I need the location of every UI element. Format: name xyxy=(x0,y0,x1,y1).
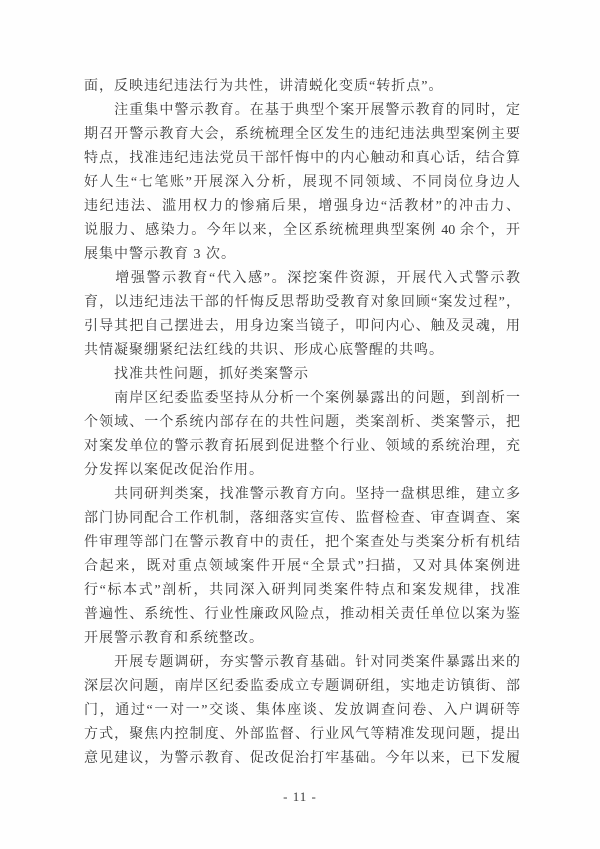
text-line: 说服力、感染力。今年以来，全区系统梳理典型案例 40 余个，开 xyxy=(84,223,520,238)
text-line: 引导其把自己摆进去，用身边案当镜子，叩问内心、触及灵魂，用 xyxy=(84,319,520,334)
text-line: 南岸区纪委监委坚持从分析一个案例暴露出的问题，到剖析一 xyxy=(84,391,520,406)
text-line: 个领域、一个系统内部存在的共性问题，类案剖析、类案警示，把 xyxy=(84,415,520,430)
text-line: 行“标本式”剖析，共同深入研判同类案件特点和案发规律，找准 xyxy=(84,583,520,598)
text-line: 注重集中警示教育。在基于典型个案开展警示教育的同时，定 xyxy=(84,103,520,118)
text-line: 增强警示教育“代入感”。深挖案件资源，开展代入式警示教 xyxy=(84,271,520,286)
text-line: 期召开警示教育大会，系统梳理全区发生的违纪违法典型案例主要 xyxy=(84,127,520,142)
text-line: 共同研判类案，找准警示教育方向。坚持一盘棋思维，建立多 xyxy=(84,487,520,502)
text-line: 意见建议，为警示教育、促改促治打牢基础。今年以来，已下发履 xyxy=(84,751,520,766)
text-line: 合起来，既对重点领域案件开展“全景式”扫描，又对具体案例进 xyxy=(84,559,520,574)
text-line: 面，反映违纪违法行为共性，讲清蜕化变质“转折点”。 xyxy=(84,79,444,94)
section-heading: 找准共性问题，抓好类案警示 xyxy=(84,367,309,382)
text-line: 件审理等部门在警示教育中的责任，把个案查处与类案分析有机结 xyxy=(84,535,520,550)
text-line: 对案发单位的警示教育拓展到促进整个行业、领域的系统治理，充 xyxy=(84,439,520,454)
text-line: 开展警示教育和系统整改。 xyxy=(84,631,264,646)
text-line: 开展专题调研，夯实警示教育基础。针对同类案件暴露出来的 xyxy=(84,655,520,670)
text-line: 特点，找准违纪违法党员干部忏悔中的内心触动和真心话，结合算 xyxy=(84,151,520,166)
text-line: 展集中警示教育 3 次。 xyxy=(84,247,236,262)
text-line: 深层次问题，南岸区纪委监委成立专题调研组，实地走访镇街、部 xyxy=(84,679,520,694)
text-line: 分发挥以案促改促治作用。 xyxy=(84,463,264,478)
page-number: - 11 - xyxy=(283,789,317,804)
text-line: 部门协同配合工作机制，落细落实宣传、监督检查、审查调查、案 xyxy=(84,511,520,526)
text-line: 共情凝聚绷紧纪法红线的共识、形成心底警醒的共鸣。 xyxy=(84,343,444,358)
text-line: 好人生“七笔账”开展深入分析，展现不同领域、不同岗位身边人 xyxy=(84,175,520,190)
text-line: 育，以违纪违法干部的忏悔反思帮助受教育对象回顾“案发过程”， xyxy=(84,295,520,310)
text-line: 门，通过“一对一”交谈、集体座谈、发放调查问卷、入户调研等 xyxy=(84,703,520,718)
document-body xyxy=(84,75,520,771)
text-line: 普遍性、系统性、行业性廉政风险点，推动相关责任单位以案为鉴 xyxy=(84,607,520,622)
text-line: 方式，聚焦内控制度、外部监督、行业风气等精准发现问题，提出 xyxy=(84,727,520,742)
text-line: 违纪违法、滥用权力的惨痛后果，增强身边“活教材”的冲击力、 xyxy=(84,199,520,214)
